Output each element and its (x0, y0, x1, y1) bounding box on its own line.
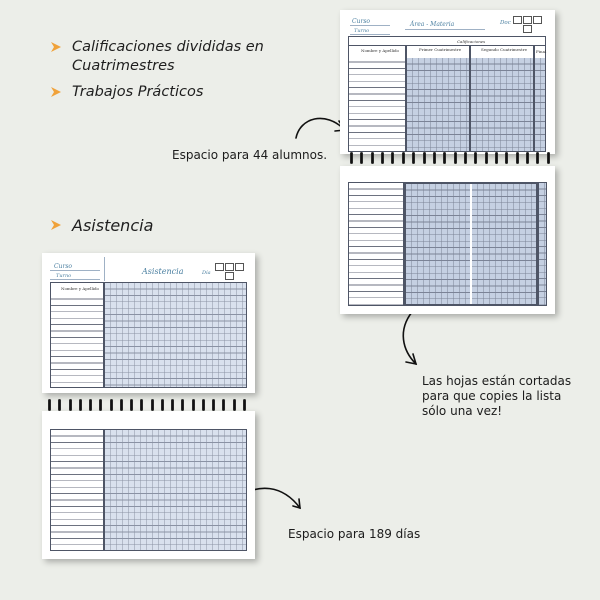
calificaciones-page-bottom (340, 166, 555, 314)
final-header: Final (536, 49, 547, 54)
asistencia-title: Asistencia (142, 267, 184, 276)
primer-header: Primer Cuatrimestre (419, 47, 462, 52)
curso-label: Curso (352, 18, 371, 25)
calificaciones-title: Calificaciones (457, 39, 486, 44)
asistencia-page-top (42, 253, 255, 393)
bullet-label: Calificaciones divididas en Cuatrimestres (72, 39, 264, 74)
names-column (50, 282, 104, 388)
date-box (215, 263, 224, 271)
names-column (348, 45, 406, 152)
segundo-header: Segundo Cuatrimestre (481, 47, 527, 52)
date-box (225, 272, 234, 280)
turno-label: Turno (56, 273, 72, 279)
grade-cells (535, 58, 545, 151)
grade-cells (406, 184, 470, 304)
doc-label: Doc (500, 20, 511, 26)
bullet-label: Trabajos Prácticos (72, 84, 204, 100)
attendance-grid (104, 429, 247, 551)
dia-label: Día (202, 270, 211, 276)
attendance-grid (104, 282, 247, 388)
final-column (534, 45, 546, 152)
name-rows (349, 56, 405, 151)
cut-grade-block (404, 182, 538, 306)
date-box (533, 16, 542, 24)
spiral-binding-icon (48, 399, 246, 411)
area-label: Área - Materia (410, 21, 455, 28)
segundo-cuatrimestre-block (470, 45, 534, 152)
section-title: Asistencia (72, 216, 154, 235)
grade-cells (472, 184, 536, 304)
note-alumnos: Espacio para 44 alumnos. (172, 148, 328, 162)
grade-cells (407, 58, 469, 151)
date-box (513, 16, 522, 24)
primer-cuatrimestre-block (406, 45, 470, 152)
note-hojas: Las hojas están cortadas para que copies la lista sólo una vez! (422, 374, 572, 418)
date-box (225, 263, 234, 271)
name-rows-short (50, 429, 104, 551)
spiral-binding-icon (350, 152, 550, 164)
nombre-header: Nombre y Apellido (361, 48, 399, 53)
date-box (235, 263, 244, 271)
nombre-header: Nombre y Apellido (61, 286, 99, 291)
curso-label: Curso (54, 263, 73, 270)
name-rows-short (348, 182, 404, 306)
date-box (523, 16, 532, 24)
calificaciones-page-top (340, 10, 555, 154)
asistencia-page-bottom (42, 411, 255, 559)
curved-arrow-icon (296, 118, 345, 138)
date-box (523, 25, 532, 33)
grade-cells (471, 58, 533, 151)
name-rows (51, 293, 103, 387)
note-dias: Espacio para 189 días (288, 527, 421, 541)
turno-label: Turno (354, 28, 370, 34)
final-cells (538, 182, 547, 306)
